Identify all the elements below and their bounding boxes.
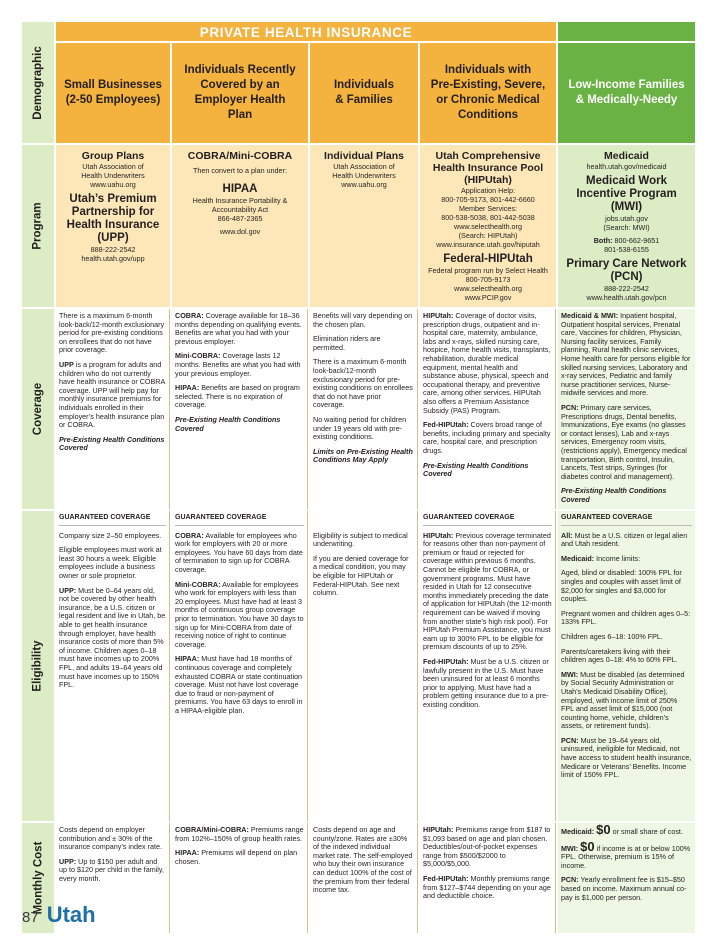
eligibility-col4: GUARANTEED COVERAGE HIPUtah: Previous coverage terminated for reasons other than non-payment of premium or fraud or rejected for coverage within previous 6 months. Cannot be eligible for COBRA, or government programs. Must have resided in Utah for 12 consecutive months immediately preceding the date of application for HIPUtah (the 12-month requirement can be waived if moving from another state’s high risk pool). For HIPUtah Premium Assistance, you must earn up to 300% FPL to be eligible for premium discounts of up to 25%. Fed-HIPUtah: Must be a U.S. citizen or lawfully present in the U.S. Must have been uninsured for at least 6 months prior to applying. Must have had a problem getting insurance due to a pre-existing condition. [420,511,556,821]
program-individual-plans [310,145,418,307]
coverage-col1: There is a maximum 6-month look-back/12-month exclusionary period for pre-existing conditions on enrollees that do not have prior coverage. UPP is a program for adults and children who do not currently have health insurance or COBRA coverage. UPP will help pay for monthly insurance premiums for individuals enrolled in their employer’s health insurance plan or COBRA. Pre-Existing Health Conditions Covered [56,309,170,509]
program-pcn-title: Primary Care Network (PCN) [566,258,687,283]
program-title: Individual Plans [324,150,404,162]
demographic-pre-existing: Individuals with Pre-Existing, Severe, or Chronic Medical Conditions [420,43,556,143]
page-footer [22,902,96,928]
title-bar-green [558,22,695,41]
page-number: 87 [22,909,39,926]
cost-col1: Costs depend on employer contribution and ± 30% of the insurance company’s index rate. UPP: Up to $150 per adult and up to $120 per child in the family, every month. [56,823,170,933]
program-hipaa-title: HIPAA [222,183,258,195]
coverage-note: Pre-Existing Health Conditions Covered [561,486,667,504]
program-upp-title: Utah’s Premium Partnership for Health Insurance (UPP) [66,193,160,244]
program-hipaa-contact: Health Insurance Portability & Accountability Act 866-487-2365 [192,196,288,223]
guaranteed-coverage-label: GUARANTEED COVERAGE [423,514,552,526]
program-title: COBRA/Mini-COBRA [187,150,293,162]
cost-col5: Medicaid: $0 or small share of cost. MWI: $0 if income is at or below 100% FPL. Otherwise, premium is 15% of income. PCN: Yearly enrollment fee is $15–$50 based on income. Maximum annual co-pay is $1,000 per person. [558,823,695,933]
program-hiputah [420,145,556,307]
eligibility-col3: Eligibility is subject to medical underwriting. If you are denied coverage for a medical condition, you may be eligible for HIPUtah or Federal-HIPUtah. See next column. [310,511,418,821]
program-title: Utah Comprehensive Health Insurance Pool (HIPUtah) [432,150,544,186]
guaranteed-coverage-label: GUARANTEED COVERAGE [561,514,692,526]
cost-col3: Costs depend on age and county/zone. Rates are ±30% of the indexed individual market rate. The self-employed who buy their own insurance can deduct 100% of the cost of the premium from their federal income tax. [310,823,418,933]
demographic-individuals-families: Individuals & Families [310,43,418,143]
guaranteed-coverage-label: GUARANTEED COVERAGE [175,514,304,526]
program-title: Medicaid [604,150,649,162]
row-label-eligibility: Eligibility [22,511,54,821]
demographic-low-income: Low-Income Families & Medically-Needy [558,43,695,143]
program-contact: Utah Association of Health Underwriters www.uahu.org [81,162,145,189]
state-name: Utah [46,902,96,927]
program-contact: Utah Association of Health Underwriters www.uahu.org [332,162,396,189]
row-label-coverage: Coverage [22,309,54,509]
eligibility-col5: GUARANTEED COVERAGE All: Must be a U.S. citizen or legal alien and Utah resident. Medicaid: Income limits: Aged, blind or disabled: 100% FPL for singles and couples with asset limit of $2,000 for singles and $3,000 for couples. Pregnant women and children ages 0–5: 133% FPL. Children ages 6–18: 100% FPL. Parents/caretakers living with their children ages 0–18: 4% to 60% FPL. MWI: Must be disabled (as determined by Social Security Administration or Utah’s Medicaid Disability Office), employed, with income limit of 250% FPL and asset limit of $15,000 (not counting home, vehicle, children’s assets, or retirement funds). PCN: Must be 19–64 years old, uninsured, ineligible for Medicaid, not have access to student health insurance, Medicare or Veterans’ Benefits. Income limit of 150% FPL. [558,511,695,821]
guaranteed-coverage-label: GUARANTEED COVERAGE [59,514,166,526]
program-title: Group Plans [81,150,145,162]
coverage-note: Pre-Existing Health Conditions Covered [423,460,529,479]
eligibility-col2: GUARANTEED COVERAGE COBRA: Available for employees who work for employers with 20 or more employees. You have 60 days from date of termination to sign up for COBRA coverage. Mini-COBRA: Available for employees who work for employers with less than 20 employees. Must have had at least 3 months of continuous group coverage prior to termination. You have 30 days to sign up for Mini-COBRA from date of receiving notice of right to continue coverage. HIPAA: Must have had 18 months of continuous coverage and completely exhausted COBRA or state continuation coverage. Must not have lost coverage due to fraud or non-payment of premiums. You have 63 days to enroll in a HIPAA-eligible plan. [172,511,308,821]
row-label-program: Program [22,145,54,307]
coverage-note: Limits on Pre-Existing Health Conditions May Apply [313,446,413,465]
insurance-table [22,22,692,933]
program-group-plans [56,145,170,307]
program-url: health.utah.gov/medicaid [586,162,667,171]
cost-col4: HIPUtah: Premiums range from $187 to $1,093 based on age and plan chosen. Deductibles/out-of-pocket expenses range from $500/$2000 to $5,000/$5,000. Fed-HIPUtah: Monthly premiums range from $127–$744 depending on your age and deductible choice. [420,823,556,933]
cost-col2: COBRA/Mini-COBRA: Premiums range from 102%–150% of group health rates. HIPAA: Premiums will depend on plan chosen. [172,823,308,933]
program-both-phones: Both: 800-662-9651 801-538-6155 [593,236,660,254]
eligibility-col1: GUARANTEED COVERAGE Company size 2–50 employees. Eligible employees must work at least 30 hours a week. Eligible employees include a business owner or sole proprietor. UPP: Must be 0–64 years old, not be covered by other health insurance, be a U.S. citizen or legal resident and live in Utah, be able to get health insurance through employer, have health insurance costs of more than 5% of income. Children ages 0–18 must have incomes up to 200% FPL, and adults 19–64 years old must have incomes up to 150% FPL. [56,511,170,821]
program-upp-contact: 888-222-2542 health.utah.gov/upp [81,245,145,263]
program-hipaa-url: www.dol.gov [219,227,261,236]
coverage-col3: Benefits will vary depending on the chosen plan. Elimination riders are permitted. There is a maximum 6-month look-back/12-month exclusionary period for pre-existing conditions on enrollees that do not have prior coverage. No waiting period for children under 19 years old with pre-existing conditions. Limits on Pre-Existing Health Conditions May Apply [310,309,418,509]
program-medicaid [558,145,695,307]
program-cobra [172,145,308,307]
coverage-col5: Medicaid & MWI: Inpatient hospital, Outpatient hospital services, Prenatal care, Vaccines for children, Physician, Nursing facility services, Family planning, Rural health clinic services, Home health care for persons eligible for skilled nursing services, Laboratory and x-ray services, Pediatric and family nurse practitioner services, Nurse-midwife services and more. PCN: Primary care services, Prescriptions drugs, Dental benefits, Immunizations, Eye exams (no glasses or contact lenses), Lab and x-rays services, Emergency room visits, (restrictions apply), Emergency medical transportation, Birth control, Insulin, Lancets, Test strips, Syringes (for diabetes control and management). Pre-Existing Health Conditions Covered [558,309,695,509]
row-label-demographic: Demographic [22,22,54,143]
program-mwi-contact: jobs.utah.gov (Search: MWI) [603,214,650,232]
demographic-recently-covered: Individuals Recently Covered by an Employer Health Plan [172,43,308,143]
demographic-small-businesses: Small Businesses (2-50 Employees) [56,43,170,143]
row-label-monthly-cost: Monthly Cost [22,823,54,933]
coverage-note: Pre-Existing Health Conditions Covered [59,434,165,453]
program-note: Then convert to a plan under: [193,166,287,175]
program-mwi-title: Medicaid Work Incentive Program (MWI) [576,175,677,213]
coverage-col4: HIPUtah: Coverage of doctor visits, prescription drugs, outpatient and in-hospital care, maternity, ambulance, labs and x-rays, skilled nursing care, hospice, home health visits, transplants, rehabilitation, durable medical equipment, mental health and substance abuse, physical, speech and occupational therapy, and preventive care, among other services. HIPUtah also offers a Premium Assistance Subsidy (PAS) Program. Fed-HIPUtah: Covers broad range of benefits, including primary and specialty care, hospital care, and prescription drugs. Pre-Existing Health Conditions Covered [420,309,556,509]
both-label: Both: [593,236,613,245]
program-federal-title: Federal-HIPUtah [443,253,533,265]
coverage-col2: COBRA: Coverage available for 18–36 months depending on qualifying events. Benefits are what you had with your previous employer. Mini-COBRA: Coverage lasts 12 months. Benefits are what you had with your previous employer. HIPAA: Benefits are based on program selected. There is no expiration of coverage. Pre-Existing Health Conditions Covered [172,309,308,509]
page-title: PRIVATE HEALTH INSURANCE [56,22,556,41]
program-pcn-contact: 888-222-2542 www.health.utah.gov/pcn [586,284,667,302]
program-federal-contact: Federal program run by Select Health 800-705-9173 www.selecthealth.org www.PCIP.gov [428,266,548,302]
program-contact: Application Help: 800-705-9173, 801-442-6660 Member Services: 800-538-5038, 801-442-5038 www.selecthealth.org (Search: HIPUtah) www.insurance.utah.gov/hiputah [436,186,540,249]
coverage-note: Pre-Existing Health Conditions Covered [175,414,281,433]
